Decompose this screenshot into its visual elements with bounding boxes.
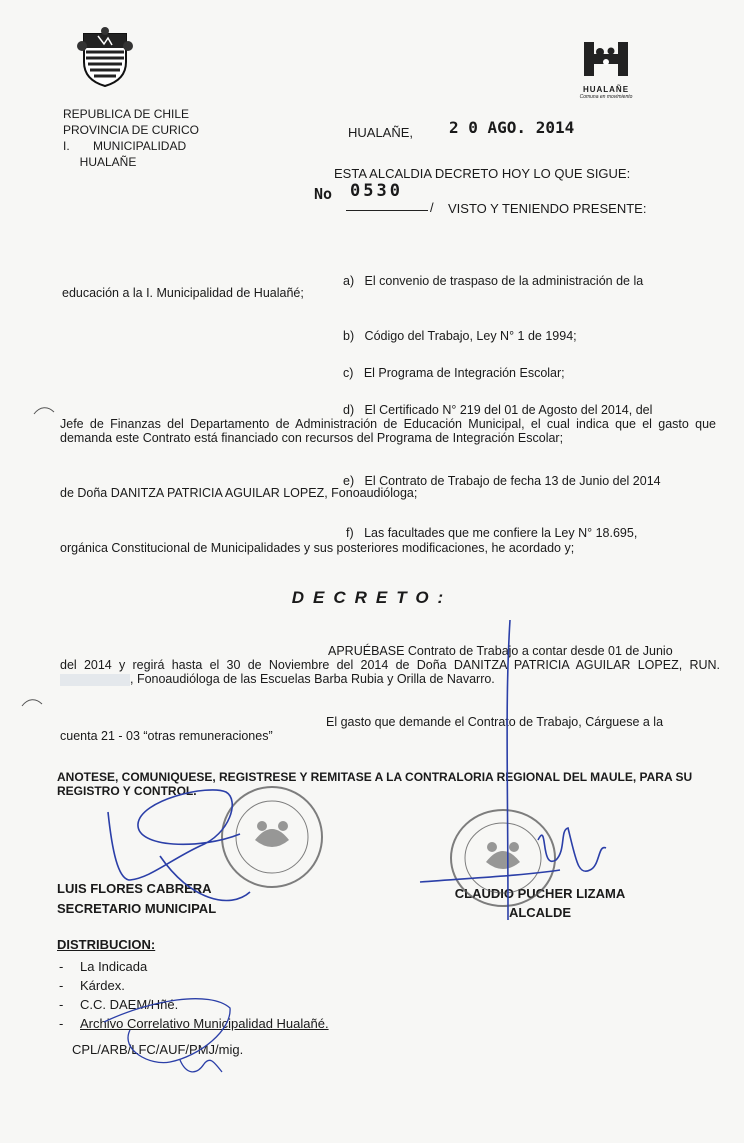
consideration-c: [343, 366, 709, 380]
consideration-text: Las facultades que me confiere la Ley N° 18.695,: [364, 526, 638, 540]
consideration-text: El convenio de traspaso de la administración de la: [364, 274, 644, 288]
mayor-signature-block: [442, 884, 638, 922]
decree-number: 0530: [350, 181, 403, 201]
date-stamp: 2 0 AGO. 2014: [449, 118, 575, 137]
distribution-list: [80, 957, 329, 1033]
typist-initials: CPL/ARB/LFC/AUF/PMJ/mig.: [72, 1042, 244, 1057]
consideration-letter: b): [343, 329, 355, 343]
expense-first: El gasto que demande el Contrato de Trabajo, Cárguese a la: [326, 715, 664, 729]
closing-statement: ANOTESE, COMUNIQUESE, REGISTRESE Y REMITASE A LA CONTRALORIA REGIONAL DEL MAULE, PARA SU REGISTRO Y CONTROL.: [57, 770, 693, 798]
logo-name: HUALAÑE: [582, 85, 630, 94]
list-item: - Kárdex.: [80, 976, 329, 995]
consideration-text: El Certificado N° 219 del 01 de Agosto del 2014, del: [364, 403, 653, 417]
redacted-run: [60, 674, 130, 686]
list-item: - C.C. DAEM/Hñé.: [80, 995, 329, 1014]
decree-intro: ESTA ALCALDIA DECRETO HOY LO QUE SIGUE:: [334, 166, 631, 181]
chile-coat-of-arms-icon: [76, 26, 134, 88]
list-item: - La Indicada: [80, 957, 329, 976]
resolution-text: del 2014 y regirá hasta el 30 de Noviembre del 2014 de Doña DANITZA PATRICIA AGUILAR LOPEZ, RUN.: [60, 658, 720, 672]
consideration-d-first: [343, 403, 715, 417]
mayor-name: CLAUDIO PUCHER LIZAMA: [454, 886, 626, 901]
resolution-rest: [60, 658, 720, 686]
consideration-letter: f): [346, 526, 354, 540]
number-underline: [346, 210, 428, 211]
list-item: - Archivo Correlativo Municipalidad Hualañé.: [80, 1014, 329, 1033]
consideration-f-first: [346, 526, 710, 540]
consideration-letter: e): [343, 474, 355, 488]
consideration-b: [343, 329, 709, 343]
mayor-role: ALCALDE: [508, 905, 572, 920]
secretary-seal-icon: [222, 787, 322, 887]
consideration-f-rest: orgánica Constitucional de Municipalidades y sus posteriores modificaciones, he acordado y;: [60, 541, 575, 555]
visto-label: VISTO Y TENIENDO PRESENTE:: [448, 201, 647, 216]
decreto-title: DECRETO:: [291, 588, 453, 607]
issuer-line: REPUBLICA DE CHILE: [63, 107, 190, 121]
distribution-title: DISTRIBUCION:: [57, 937, 156, 952]
number-prefix: No: [314, 185, 333, 203]
consideration-letter: c): [343, 366, 354, 380]
consideration-d-rest: Jefe de Finanzas del Departamento de Administración de Educación Municipal, el cual indica que el gasto que demanda este Contrato está financiado con recursos del Programa de Integración Escolar;: [60, 417, 716, 445]
consideration-letter: a): [343, 274, 355, 288]
consideration-text: Código del Trabajo, Ley N° 1 de 1994;: [364, 329, 577, 343]
logo-tagline: Comuna en movimiento: [579, 94, 633, 100]
consideration-text: El Contrato de Trabajo de fecha 13 de Junio del 2014: [364, 474, 661, 488]
hualane-h-icon: [580, 40, 632, 78]
consideration-e-rest: de Doña DANITZA PATRICIA AGUILAR LOPEZ, Fonoaudióloga;: [60, 486, 418, 500]
number-slash: /: [430, 200, 434, 215]
secretary-role: SECRETARIO MUNICIPAL: [57, 901, 217, 916]
issuer-block: [63, 106, 199, 170]
consideration-letter: d): [343, 403, 355, 417]
secretary-signature-block: [57, 879, 216, 919]
issuer-line: PROVINCIA DE CURICO: [63, 123, 200, 137]
resolution-text: , Fonoaudióloga de las Escuelas Barba Rubia y Orilla de Navarro.: [130, 672, 495, 686]
expense-rest: cuenta 21 - 03 “otras remuneraciones”: [60, 729, 273, 743]
resolution-first: APRUÉBASE Contrato de Trabajo a contar desde 01 de Junio: [328, 644, 673, 658]
consideration-text: El Programa de Integración Escolar;: [363, 366, 565, 380]
secretary-name: LUIS FLORES CABRERA: [57, 881, 212, 896]
consideration-a-rest: educación a la I. Municipalidad de Hualañé;: [62, 286, 304, 300]
date-place: HUALAÑE,: [348, 125, 414, 140]
issuer-line: I. MUNICIPALIDAD: [63, 139, 187, 153]
hualane-logo: [576, 40, 636, 102]
issuer-line: HUALAÑE: [63, 155, 137, 169]
